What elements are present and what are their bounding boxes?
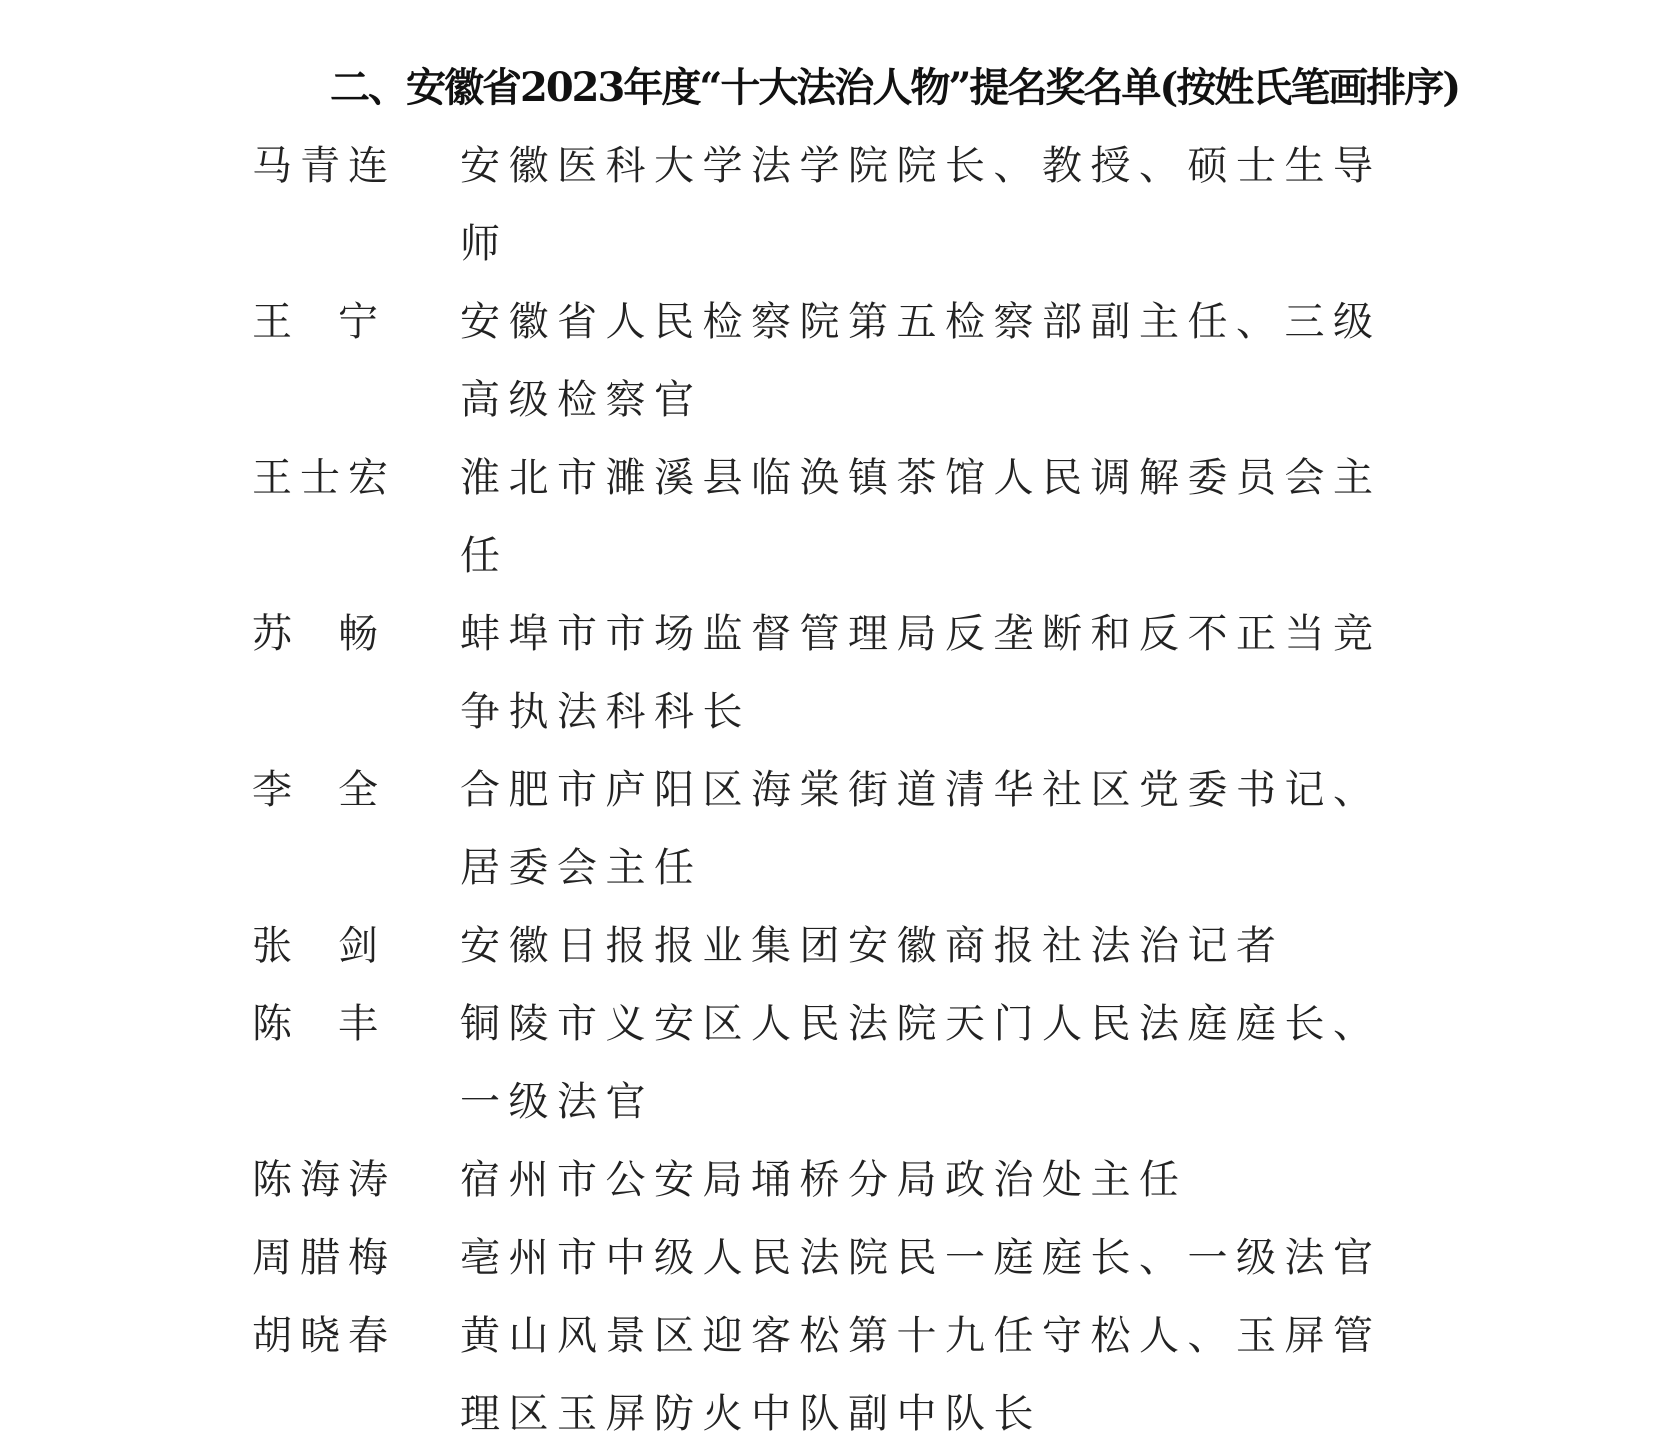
nominee-name <box>252 283 386 361</box>
nominee-description: 合肥市庐阳区海棠街道清华社区党委书记、居委会主任 <box>460 767 1382 891</box>
nominee-name-char: 苏 <box>252 611 300 657</box>
nominee-description: 黄山风景区迎客松第十九任守松人、玉屏管理区玉屏防火中队副中队长 <box>460 1313 1382 1437</box>
nominee-name-char: 畅 <box>338 611 386 657</box>
nominee-row <box>252 1219 1412 1297</box>
nominee-row <box>252 907 1412 985</box>
nominee-name-char: 张 <box>252 923 300 969</box>
nominee-row <box>252 1141 1412 1219</box>
document-title: 二、安徽省2023年度“十大法治人物”提名奖名单(按姓氏笔画排序) <box>330 64 1460 111</box>
nominee-description: 宿州市公安局埇桥分局政治处主任 <box>460 1157 1188 1203</box>
nominee-name <box>252 751 386 829</box>
nominee-row <box>252 283 1412 439</box>
nominee-name: 陈海涛 <box>252 1157 396 1203</box>
nominee-name-char: 丰 <box>338 1001 386 1047</box>
nominee-description: 亳州市中级人民法院民一庭庭长、一级法官 <box>460 1235 1382 1281</box>
nominee-row <box>252 1297 1412 1453</box>
nominee-description: 安徽日报报业集团安徽商报社法治记者 <box>460 923 1285 969</box>
nominee-name: 马青连 <box>252 143 396 189</box>
nominee-name-char: 李 <box>252 767 300 813</box>
nominee-name-char: 陈 <box>252 1001 300 1047</box>
nominee-name-char: 剑 <box>338 923 386 969</box>
nominee-row <box>252 985 1412 1141</box>
nominee-name <box>252 907 386 985</box>
nominee-row <box>252 595 1412 751</box>
nominee-name-char: 宁 <box>338 299 386 345</box>
nominee-row <box>252 751 1412 907</box>
nominee-row <box>252 439 1412 595</box>
nominee-name <box>252 985 386 1063</box>
nominee-name-char: 全 <box>338 767 386 813</box>
nominee-name-char: 王 <box>252 299 300 345</box>
nominee-list <box>252 127 1412 1453</box>
nominee-name: 王士宏 <box>252 455 396 501</box>
nominee-description: 安徽省人民检察院第五检察部副主任、三级高级检察官 <box>460 299 1382 423</box>
nominee-row <box>252 127 1412 283</box>
nominee-name: 周腊梅 <box>252 1235 396 1281</box>
nominee-name: 胡晓春 <box>252 1313 396 1359</box>
nominee-description: 安徽医科大学法学院院长、教授、硕士生导师 <box>460 143 1382 267</box>
nominee-description: 铜陵市义安区人民法院天门人民法庭庭长、一级法官 <box>460 1001 1382 1125</box>
nominee-name <box>252 595 386 673</box>
nominee-description: 蚌埠市市场监督管理局反垄断和反不正当竞争执法科科长 <box>460 611 1382 735</box>
nominee-description: 淮北市濉溪县临涣镇茶馆人民调解委员会主任 <box>460 455 1382 579</box>
